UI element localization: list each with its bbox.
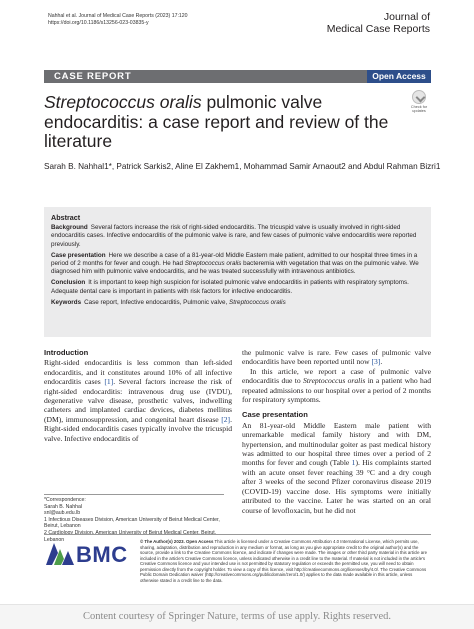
case-text-b: ). His complaints started with an acute onset fever reaching 39 °C and a dry cough after 3 weeks of the second Pfizer coronavirus disease 2019 (COVID-19) vaccine dose. His symptoms were initially attributed to the vaccine. Later he was started on an oral course of levofloxacin, but he did not (242, 458, 431, 515)
check-updates-line1: Check for (410, 105, 428, 109)
abstract-keywords (51, 299, 424, 307)
abstract-presentation (51, 252, 424, 277)
open-access-badge: Open Access (367, 70, 431, 83)
intro-continued-paragraph (242, 348, 431, 367)
journal-name-line1: Journal of (383, 11, 430, 23)
check-for-updates-button[interactable] (407, 90, 431, 112)
title-rest: pulmonic valve endocarditis: a case report and review of the literature (44, 92, 389, 151)
check-updates-icon (412, 90, 426, 104)
intro-text-b: . Several factors increase the risk of right-sided endocarditis: intravenous drug use (IVDU), degenerative valve disease, prosthetic valves, indwelling catheters and implanted cardiac devices, diabetes mellitus (DM), immunosuppression, and congenital heart disease (44, 377, 232, 424)
article-title (44, 93, 404, 152)
presentation-italic: Streptococcus oralis (184, 260, 242, 268)
footer-text: Content courtesy of Springer Nature, terms of use apply. Rights reserved. (82, 611, 392, 622)
bmc-logo-icon (44, 539, 76, 567)
correspondence-label: *Correspondence: (44, 497, 86, 503)
license-bold: © The Author(s) 2023. Open Access (140, 539, 214, 544)
correspondence-footnote (44, 494, 224, 543)
bmc-logo-text: BMC (76, 542, 128, 567)
report-paragraph (242, 367, 431, 405)
keywords-italic: Streptococcus oralis (229, 298, 286, 306)
divider (44, 534, 431, 535)
case-presentation-heading: Case presentation (242, 410, 308, 420)
background-text: Several factors increase the risk of right-sided endocarditis. The tricuspid valve is usually involved in right-sided endocarditis cases. Infective endocarditis of the pulmonic valve is rare, and few cases of pulmonic valve endocarditis were reported previously. (51, 224, 417, 248)
footer-bar (0, 604, 474, 629)
citation-header (48, 13, 188, 26)
reference-link[interactable]: [1] (104, 377, 114, 387)
left-column (44, 348, 232, 443)
intro-cont-text-a: the pulmonic valve is rare. Few cases of pulmonic valve endocarditis have been reported until now (242, 348, 431, 367)
correspondence-name: Sarah B. Nahhal (44, 503, 83, 510)
affiliation-2: 2 Cardiology Division, American University of Beirut Medical Center, Beirut, Lebanon (44, 529, 217, 543)
intro-text-c: . Right-sided endocarditis cases typically involve the tricuspid valve. Infective endocarditis of (44, 414, 232, 443)
report-text-b: in a patient who had repeated admissions to our hospital over a period of 2 months for respiratory symptoms. (242, 376, 431, 405)
title-italic: Streptococcus oralis (44, 92, 202, 112)
journal-name-line2: Medical Case Reports (326, 22, 430, 35)
author-list: Sarah B. Nahhal1*, Patrick Sarkis2, Aline El Zakhem1, Mohammad Samir Arnaout2 and Abdul Rahman Bizri1 (44, 162, 441, 171)
reference-link[interactable]: [2] (221, 414, 231, 424)
introduction-heading: Introduction (44, 348, 89, 357)
report-text-a: In this article, we report a case of pulmonic valve endocarditis due to (242, 366, 431, 386)
license-body: This article is licensed under a Creative Commons Attribution 4.0 International License, which permits use, sharing, adaptation, distribution and reproduction in any medium or format, as long as you give appropriate credit to the original author(s) and the source, provide a link to the Creative Commons licence, and indicate if changes were made. The images or other third party material in this article are included in the article's Creative Commons licence, unless indicated otherwise in a credit line to the material. If material is not included in the article's Creative Commons licence and your intended use is not permitted by statutory regulation or exceeds the permitted use, you will need to obtain permission directly from the copyright holder. To view a copy of this licence, visit http://creativecommons.org/licenses/by/4.0/. The Creative Commons Public Domain Dedication waiver (http://creativecommons.org/publicdomain/zero/1.0/) applies to the data made available in this article, unless otherwise stated in a credit line to the data. (140, 539, 427, 583)
report-italic: Streptococcus oralis (302, 376, 366, 386)
doi-link[interactable]: https://doi.org/10.1186/s13256-023-03835-y (48, 19, 149, 26)
presentation-text-a: Here we describe a case of a 81-year-old Middle Eastern male patient, admitted to our hospital three times in a period of 2 months for fever and cough. He had (51, 251, 418, 268)
presentation-text-b: bacteremia with vegetation that was on the pulmonic valve. We diagnosed him with pulmonic valve endocarditis, and he was treated successfully with intravenous antibiotics. (51, 260, 419, 276)
citation-line: Nahhal et al. Journal of Medical Case Reports (2023) 17:120 (48, 13, 188, 19)
keywords-text: Case report, Infective endocarditis, Pulmonic valve, (84, 298, 230, 306)
abstract-heading: Abstract (51, 213, 81, 222)
reference-link[interactable]: [3] (371, 357, 381, 367)
intro-text-a: Right-sided endocarditis is less common than left-sided endocarditis, and it constitutes around 10% of all infective endocarditis cases (44, 358, 232, 387)
license-text (140, 539, 431, 583)
bmc-logo (44, 539, 134, 567)
abstract-conclusion (51, 279, 424, 295)
case-text-a: An 81-year-old Middle Eastern male patient with unremarkable medical family history and with DM, hypertension, and multinodular goiter as past medical history was admitted to our hospital three times over a period of 2 months for fever and cough (Table (242, 420, 431, 468)
check-updates-line2: updates (412, 109, 426, 113)
background-label: Background (51, 224, 88, 232)
abstract-box (44, 207, 431, 337)
conclusion-label: Conclusion (51, 279, 86, 287)
affiliation-1: 1 Infectious Diseases Division, American University of Beirut Medical Center, Beirut, Lebanon (44, 516, 220, 530)
introduction-paragraph (44, 358, 232, 443)
case-presentation-paragraph (242, 421, 431, 515)
right-column (242, 348, 431, 515)
abstract-background (51, 224, 424, 249)
correspondence-email[interactable]: snl@aub.edu.lb (44, 510, 81, 517)
case-report-label: CASE REPORT (54, 71, 132, 82)
article-type-banner (44, 70, 431, 83)
table-link[interactable]: 1 (351, 458, 356, 468)
keywords-label: Keywords (51, 298, 82, 306)
check-updates-label (407, 105, 431, 113)
journal-name (327, 12, 430, 35)
presentation-label: Case presentation (51, 251, 106, 259)
conclusion-text: It is important to keep high suspicion for isolated pulmonic valve endocarditis in patients with respiratory symptoms. Adequate dental care is important in patients with risk factors for infective endocarditis. (51, 279, 409, 295)
intro-cont-text-b: . (380, 357, 383, 367)
